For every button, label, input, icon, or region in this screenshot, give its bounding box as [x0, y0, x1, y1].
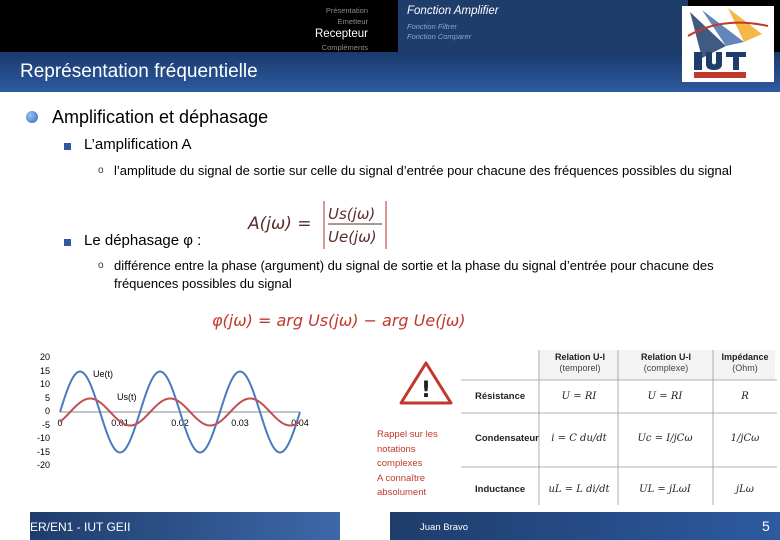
footer-author: Juan Bravo: [420, 522, 469, 533]
table-cell: jLω: [736, 484, 754, 495]
table-header-temporel-sub: (temporel): [559, 363, 601, 373]
bullet-dot: [26, 111, 38, 123]
impedance-table: [461, 347, 777, 507]
rappel-line: complexes: [377, 458, 423, 469]
x-tick-label: 0: [57, 418, 63, 428]
table-cell: UL = jLωI: [639, 484, 691, 495]
nav-item-fonction-comparer[interactable]: Fonction Comparer: [407, 32, 472, 41]
svg-text:Ue(jω): Ue(jω): [328, 228, 377, 246]
nav-item-presentation[interactable]: Présentation: [325, 6, 368, 15]
svg-text:Us(jω): Us(jω): [328, 205, 376, 223]
rappel-note: [377, 428, 459, 501]
x-tick-label: 0.04: [291, 418, 309, 428]
rappel-line: Rappel sur les: [377, 429, 438, 440]
square-bullet: [64, 239, 71, 246]
footer-course: ER/EN1 - IUT GEII: [30, 520, 131, 534]
table-row-label-resistance: Résistance: [475, 391, 526, 402]
series-label: Us(t): [117, 391, 137, 402]
phase-formula: [212, 305, 512, 335]
svg-text:A(jω) =: A(jω) =: [248, 214, 312, 234]
y-tick-label: -15: [36, 446, 50, 457]
amplification-description: l’amplitude du signal de sortie sur celle du signal d’entrée pour chacune des fréquences possibles du signal: [114, 163, 732, 178]
table-cell: 1/jCω: [730, 433, 760, 444]
table-row-label-condensateur: Condensateur: [475, 433, 539, 444]
table-cell: U = RI: [647, 391, 683, 402]
phase-formula-text: φ(jω) = arg Us(jω) − arg Ue(jω): [212, 311, 466, 330]
chart-plot-area: [30, 350, 330, 480]
rappel-line: notations: [377, 443, 416, 455]
x-tick-label: 0.03: [231, 418, 249, 428]
page-title: Représentation fréquentielle: [20, 61, 258, 82]
table-cell: Uc = I/jCω: [637, 433, 693, 444]
heading-amplification: Amplification et déphasage: [52, 107, 269, 127]
warning-glyph: !: [420, 378, 432, 403]
square-bullet: [64, 143, 71, 150]
nav-item-fonction-amplifier[interactable]: Fonction Amplifier: [407, 5, 499, 17]
rappel-line: A connaître: [377, 472, 426, 484]
y-tick-label: 0: [44, 406, 50, 416]
rappel-line: absolument: [377, 487, 427, 498]
table-header-complexe-sub: (complexe): [643, 363, 689, 373]
page-number: 5: [762, 518, 770, 534]
table-cell: i = C du/dt: [551, 433, 607, 444]
nav-item-emetteur[interactable]: Emetteur: [337, 17, 368, 26]
circle-bullet: o: [98, 260, 104, 271]
table-cell: R: [741, 391, 749, 402]
circle-bullet: o: [98, 165, 104, 176]
y-tick-label: -20: [36, 460, 50, 470]
y-tick-label: 20: [39, 352, 50, 362]
y-tick-label: 5: [44, 392, 50, 403]
y-tick-label: 15: [39, 365, 50, 376]
subheading-amplification: L’amplification A: [84, 136, 192, 153]
table-row-label-inductance: Inductance: [475, 484, 526, 495]
signal-chart: [30, 350, 330, 480]
subheading-dephasage: Le déphasage φ :: [84, 232, 202, 249]
table-header-complexe-title: Relation U-I: [640, 352, 691, 362]
x-tick-label: 0.01: [111, 418, 129, 428]
warning-icon: [398, 360, 454, 406]
amplification-formula: [240, 193, 390, 253]
x-tick-label: 0.02: [171, 418, 189, 428]
nav-left-menu: [0, 0, 376, 52]
y-tick-label: 10: [39, 379, 50, 389]
y-tick-label: -10: [36, 433, 50, 443]
table-header-impedance-title: Impédance: [721, 352, 769, 362]
series-label: Ue(t): [93, 368, 113, 379]
nav-item-recepteur[interactable]: Recepteur: [314, 28, 368, 40]
table-cell: uL = L di/dt: [548, 484, 610, 495]
table-header-impedance-sub: (Ohm): [732, 363, 758, 373]
nav-item-fonction-filtrer[interactable]: Fonction Filtrer: [407, 22, 458, 31]
nav-right-menu: [398, 0, 688, 52]
table-header-temporel-title: Relation U-I: [554, 352, 605, 362]
nav-item-complements[interactable]: Compléments: [321, 43, 368, 52]
table-cell: U = RI: [561, 391, 597, 402]
dephasage-description: différence entre la phase (argument) du signal de sortie et la phase du signal d’entrée pour chacune des fréquences possibles du signal: [114, 258, 714, 291]
y-tick-label: -5: [41, 419, 50, 430]
iut-toulon-logo: [682, 6, 774, 82]
